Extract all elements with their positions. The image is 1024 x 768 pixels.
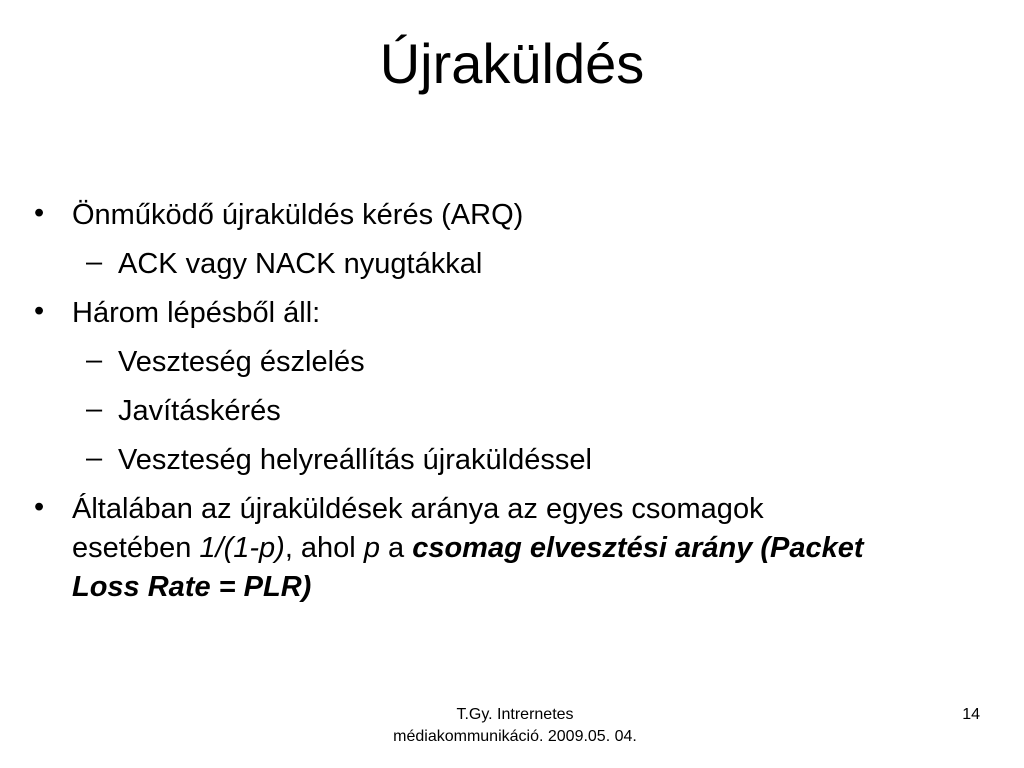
dash-icon: – — [86, 246, 103, 278]
text-segment: esetében — [72, 532, 200, 564]
text-segment: , ahol — [284, 532, 364, 564]
formula: 1/(1-p) — [199, 532, 285, 564]
bullet-item-arq: Önműködő újraküldés kérés (ARQ) — [72, 199, 524, 231]
footer-line: médiakommunikáció. 2009.05. 04. — [393, 728, 637, 745]
sub-item-detection: Veszteség észlelés — [118, 346, 365, 378]
footer-text — [340, 704, 690, 748]
bullet-icon: • — [34, 491, 45, 523]
slide-title: Újraküldés — [379, 32, 645, 95]
text-segment: a — [379, 532, 413, 564]
emphasis-plr: csomag elvesztési arány (Packet — [412, 532, 864, 564]
dash-icon: – — [86, 344, 103, 376]
dash-icon: – — [86, 442, 103, 474]
dash-icon: – — [86, 393, 103, 425]
bullet-icon: • — [34, 197, 45, 229]
bullet-item-retransmission-ratio-line2 — [72, 530, 864, 566]
footer-line: T.Gy. Intrernetes — [456, 706, 574, 723]
variable-p: p — [363, 532, 380, 564]
bullet-item-steps: Három lépésből áll: — [72, 297, 321, 329]
page-number: 14 — [962, 706, 980, 723]
bullet-item-retransmission-ratio-line3: Loss Rate = PLR) — [72, 571, 312, 603]
sub-item-ack: ACK vagy NACK nyugtákkal — [118, 248, 483, 280]
bullet-icon: • — [34, 295, 45, 327]
bullet-item-retransmission-ratio-line1: Általában az újraküldések aránya az egyes csomagok — [72, 493, 764, 525]
sub-item-repair-request: Javításkérés — [118, 395, 281, 427]
sub-item-recovery: Veszteség helyreállítás újraküldéssel — [118, 444, 592, 476]
